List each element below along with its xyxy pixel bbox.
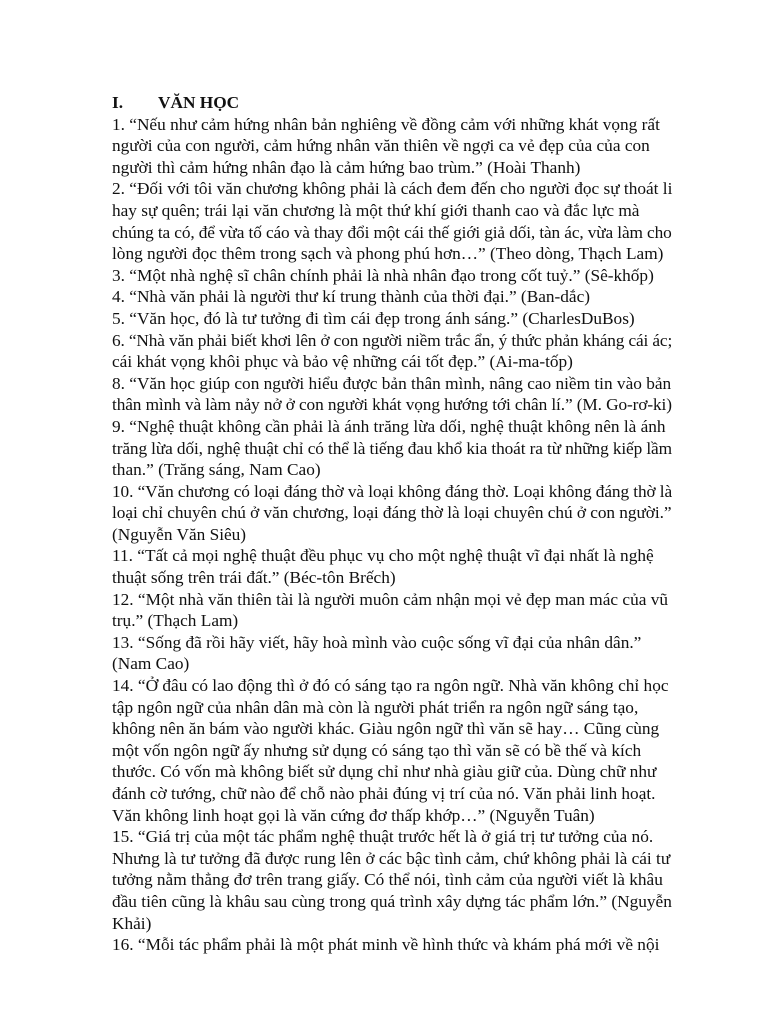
text-line: chúng ta có, để vừa tố cáo và thay đổi một cái thế giới giả dối, tàn ác, vừa làm cho bbox=[112, 222, 672, 242]
text-line: thước. Có vốn mà không biết sử dụng chỉ như nhà giàu giữ của. Dùng chữ như bbox=[112, 762, 657, 782]
quote-list bbox=[112, 114, 672, 956]
text-line: 14. “Ở đâu có lao động thì ở đó có sáng tạo ra ngôn ngữ. Nhà văn không chỉ học bbox=[112, 676, 669, 696]
text-line: (Nguyễn Văn Siêu) bbox=[112, 524, 247, 544]
text-line: cái khát vọng khôi phục và bảo vệ những cái tốt đẹp.” (Ai-ma-tốp) bbox=[112, 352, 573, 372]
text-line: 3. “Một nhà nghệ sĩ chân chính phải là nhà nhân đạo trong cốt tuỷ.” (Sê-khốp) bbox=[112, 265, 654, 285]
text-line: tập ngôn ngữ của nhân dân mà còn là người phát triển ra ngôn ngữ sáng tạo, bbox=[112, 697, 639, 717]
text-line: 12. “Một nhà văn thiên tài là người muôn cảm nhận mọi vẻ đẹp man mác của vũ bbox=[112, 589, 668, 609]
text-line: 8. “Văn học giúp con người hiểu được bản thân mình, nâng cao niềm tin vào bản bbox=[112, 373, 672, 393]
text-line: một vốn ngôn ngữ ấy nhưng sử dụng có sáng tạo thì văn sẽ có bề thế và kích bbox=[112, 740, 642, 760]
text-line: trụ.” (Thạch Lam) bbox=[112, 611, 239, 631]
text-line: 16. “Mỗi tác phẩm phải là một phát minh về hình thức và khám phá mới về nội bbox=[112, 935, 660, 955]
text-line: trăng lừa dối, nghệ thuật chỉ có thể là tiếng đau khổ kia thoát ra từ những kiếp lầm bbox=[112, 438, 672, 458]
text-line: đầu tiên cũng là khâu sau cùng trong quá trình xây dựng tác phẩm lớn.” (Nguyễn bbox=[112, 891, 672, 911]
section-number: I. bbox=[112, 93, 124, 112]
text-line: người của con người, cảm hứng nhân văn thiên về ngợi ca vẻ đẹp của của con bbox=[112, 136, 650, 156]
text-line: 1. “Nếu như cảm hứng nhân bản nghiêng về đồng cảm với những khát vọng rất bbox=[112, 114, 660, 134]
text-line: 4. “Nhà văn phải là người thư kí trung thành của thời đại.” (Ban-dắc) bbox=[112, 287, 591, 307]
text-line: loại chỉ chuyên chú ở văn chương, loại đáng thờ là loại chuyên chú ở con người.” bbox=[112, 503, 672, 523]
text-line: không nên ăn bám vào người khác. Giàu ngôn ngữ thì văn sẽ hay… Cũng cùng bbox=[112, 719, 660, 739]
text-line: 6. “Nhà văn phải biết khơi lên ở con người niềm trắc ẩn, ý thức phản kháng cái ác; bbox=[112, 330, 673, 350]
text-line: thân mình và làm nảy nở ở con người khát vọng hướng tới chân lí.” (M. Go-rơ-ki) bbox=[112, 395, 672, 415]
text-line: 10. “Văn chương có loại đáng thờ và loại không đáng thờ. Loại không đáng thờ là bbox=[112, 481, 673, 501]
text-line: Nhưng là tư tưởng đã được rung lên ở các bậc tình cảm, chứ không phải là cái tư bbox=[112, 848, 671, 868]
section-title: VĂN HỌC bbox=[158, 93, 240, 112]
text-line: 9. “Nghệ thuật không cần phải là ánh trăng lừa dối, nghệ thuật không nên là ánh bbox=[112, 416, 666, 436]
text-line: than.” (Trăng sáng, Nam Cao) bbox=[112, 460, 321, 480]
text-line: Văn không linh hoạt gọi là văn cứng đơ thấp khớp…” (Nguyễn Tuân) bbox=[112, 805, 595, 825]
text-line: 11. “Tất cả mọi nghệ thuật đều phục vụ cho một nghệ thuật vĩ đại nhất là nghệ bbox=[112, 546, 654, 566]
text-line: đánh cờ tướng, chữ nào để chỗ nào phải đúng vị trí của nó. Văn phải linh hoạt. bbox=[112, 784, 656, 803]
text-line: hay sự quên; trái lại văn chương là một thứ khí giới thanh cao và đắc lực mà bbox=[112, 200, 640, 220]
text-line: 5. “Văn học, đó là tư tưởng đi tìm cái đẹp trong ánh sáng.” (CharlesDuBos) bbox=[112, 308, 635, 328]
text-line: 2. “Đối với tôi văn chương không phải là cách đem đến cho người đọc sự thoát li bbox=[112, 179, 673, 199]
section-heading bbox=[112, 92, 672, 114]
document-body bbox=[112, 92, 672, 956]
text-line: tưởng nằm thẳng đơ trên trang giấy. Có thể nói, tình cảm của người viết là khâu bbox=[112, 870, 663, 890]
text-line: 13. “Sống đã rồi hãy viết, hãy hoà mình vào cuộc sống vĩ đại của nhân dân.” bbox=[112, 632, 642, 652]
text-line: thuật sống trên trái đất.” (Béc-tôn Brếch) bbox=[112, 568, 396, 588]
text-line: người thì cảm hứng nhân đạo là cảm hứng bao trùm.” (Hoài Thanh) bbox=[112, 157, 581, 177]
text-line: 15. “Giá trị của một tác phẩm nghệ thuật trước hết là ở giá trị tư tưởng của nó. bbox=[112, 827, 654, 847]
text-line: Khải) bbox=[112, 913, 152, 933]
text-line: (Nam Cao) bbox=[112, 654, 190, 674]
text-line: lòng người đọc thêm trong sạch và phong phú hơn…” (Theo dòng, Thạch Lam) bbox=[112, 244, 664, 264]
